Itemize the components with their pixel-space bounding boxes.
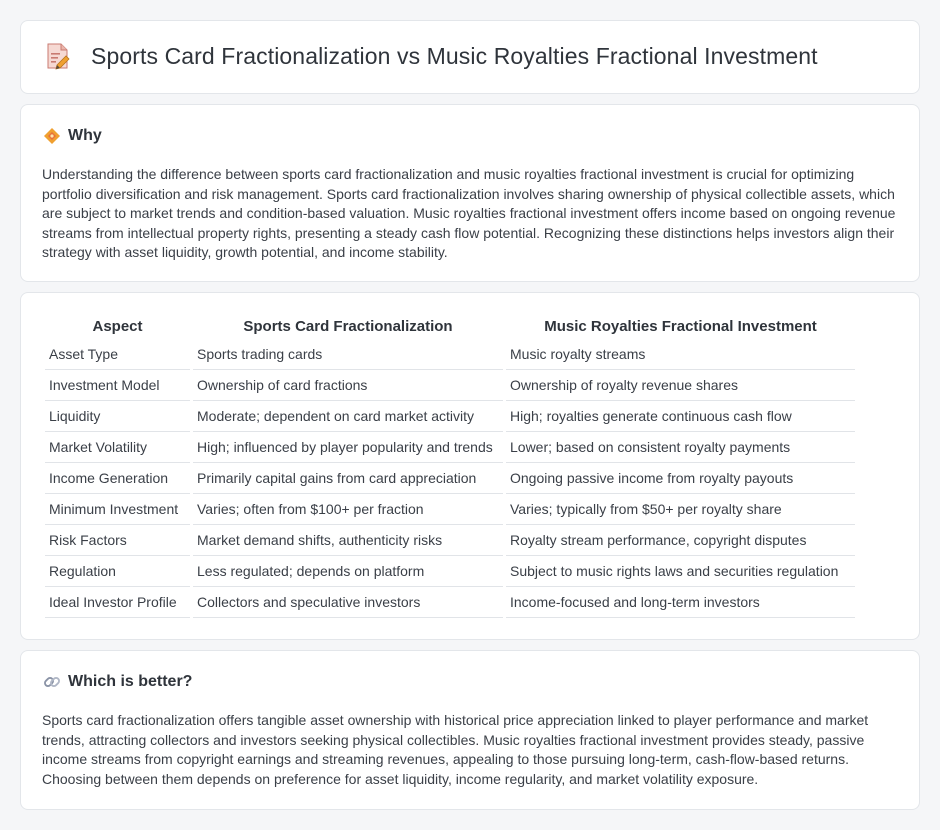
table-row (45, 339, 855, 370)
row-aspect: Income Generation (45, 463, 190, 494)
why-text: Understanding the difference between sports card fractionalization and music royalties fractional investment is crucial for optimizing portfolio diversification and risk management. Sports card fractionalization involves sharing ownership of physical collectible assets, which are subject to market trends and condition-based valuation. Music royalties fractional investment offers income based on ongoing revenue streams from intellectual property rights, presenting a steady cash flow potential. Recognizing these distinctions helps investors align their strategy with asset liquidity, growth potential, and income stability. (42, 166, 896, 261)
row-aspect: Market Volatility (45, 432, 190, 463)
row-aspect: Regulation (45, 556, 190, 587)
row-sports-card: Moderate; dependent on card market activity (193, 401, 503, 432)
header-sports-card: Sports Card Fractionalization (243, 318, 453, 335)
row-music-royalties: Royalty stream performance, copyright disputes (506, 525, 855, 556)
table-row (45, 401, 855, 432)
comparison-section (20, 292, 920, 640)
header-aspect: Aspect (92, 318, 143, 335)
row-sports-card: Market demand shifts, authenticity risks (193, 525, 503, 556)
table-row (45, 556, 855, 587)
table-row (45, 525, 855, 556)
better-header (43, 673, 192, 691)
row-music-royalties: Varies; typically from $50+ per royalty share (506, 494, 855, 525)
row-aspect: Asset Type (45, 339, 190, 370)
row-sports-card: Sports trading cards (193, 339, 503, 370)
table-row (45, 432, 855, 463)
better-text: Sports card fractionalization offers tangible asset ownership with historical price appreciation linked to player performance and market trends, attracting collectors and investors seeking physical collectibles. Music royalties fractional investment provides steady, passive income streams from copyright earnings and streaming revenues, appealing to those pursuing long-term, cash-flow-based returns. Choosing between them depends on preference for asset liquidity, income regularity, and market volatility exposure. (42, 712, 869, 787)
title-card (20, 20, 920, 94)
row-music-royalties: Lower; based on consistent royalty payments (506, 432, 855, 463)
row-sports-card: Collectors and speculative investors (193, 587, 503, 618)
better-heading: Which is better? (68, 673, 193, 690)
why-header (43, 127, 102, 145)
row-aspect: Ideal Investor Profile (45, 587, 190, 618)
row-sports-card: Less regulated; depends on platform (193, 556, 503, 587)
table-row (45, 494, 855, 525)
row-aspect: Investment Model (45, 370, 190, 401)
row-music-royalties: Ongoing passive income from royalty payouts (506, 463, 855, 494)
table-row (45, 587, 855, 618)
row-music-royalties: Ownership of royalty revenue shares (506, 370, 855, 401)
row-aspect: Risk Factors (45, 525, 190, 556)
why-section (20, 104, 920, 282)
row-aspect: Minimum Investment (45, 494, 190, 525)
header-music-royalties: Music Royalties Fractional Investment (544, 318, 817, 335)
why-heading: Why (68, 127, 102, 144)
table-row (45, 463, 855, 494)
diamond-icon (43, 127, 61, 145)
page-title: Sports Card Fractionalization vs Music Royalties Fractional Investment (91, 42, 818, 69)
row-sports-card: Varies; often from $100+ per fraction (193, 494, 503, 525)
document-pencil-icon (45, 41, 71, 71)
row-sports-card: High; influenced by player popularity and trends (193, 432, 503, 463)
row-music-royalties: Music royalty streams (506, 339, 855, 370)
comparison-table (42, 315, 858, 618)
better-section (20, 650, 920, 810)
row-music-royalties: Income-focused and long-term investors (506, 587, 855, 618)
title-row (45, 41, 818, 71)
table-row (45, 370, 855, 401)
link-icon (43, 673, 61, 691)
row-sports-card: Primarily capital gains from card appreciation (193, 463, 503, 494)
row-sports-card: Ownership of card fractions (193, 370, 503, 401)
row-music-royalties: High; royalties generate continuous cash flow (506, 401, 855, 432)
row-aspect: Liquidity (45, 401, 190, 432)
table-header-row (45, 315, 855, 339)
row-music-royalties: Subject to music rights laws and securities regulation (506, 556, 855, 587)
